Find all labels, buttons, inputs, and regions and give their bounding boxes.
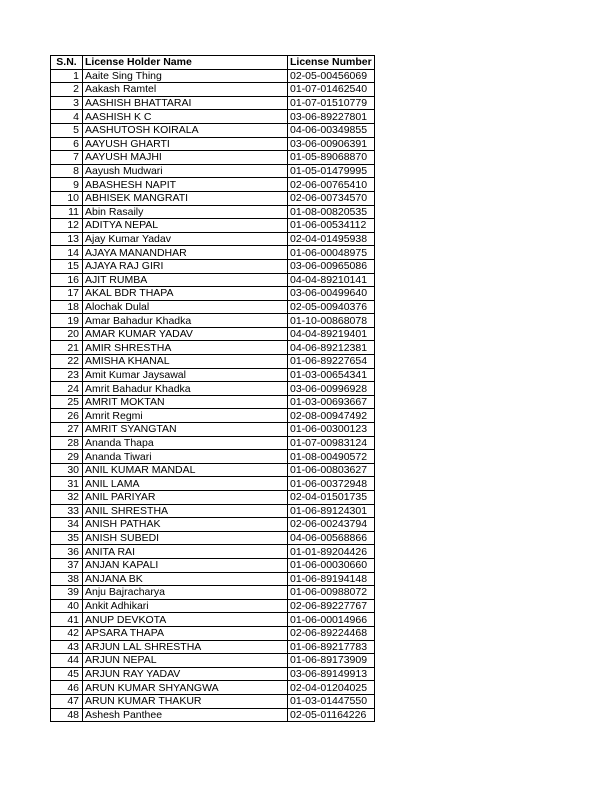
table-row (51, 545, 375, 559)
cell-name: ARUN KUMAR SHYANGWA (83, 681, 288, 695)
cell-sn: 41 (51, 613, 83, 627)
cell-name: Amit Kumar Jaysawal (83, 368, 288, 382)
table-row (51, 96, 375, 110)
table-row (51, 259, 375, 273)
cell-license: 02-04-01501735 (288, 491, 375, 505)
cell-sn: 24 (51, 382, 83, 396)
table-row (51, 355, 375, 369)
table-row (51, 599, 375, 613)
table-row (51, 232, 375, 246)
table-row (51, 191, 375, 205)
cell-license: 01-07-01462540 (288, 83, 375, 97)
cell-license: 03-06-00965086 (288, 259, 375, 273)
cell-name: ARJUN RAY YADAV (83, 667, 288, 681)
cell-name: AMRIT MOKTAN (83, 395, 288, 409)
cell-license: 03-06-00906391 (288, 137, 375, 151)
table-row (51, 423, 375, 437)
cell-name: AAYUSH MAJHI (83, 151, 288, 165)
cell-sn: 4 (51, 110, 83, 124)
cell-license: 01-01-89204426 (288, 545, 375, 559)
table-row (51, 531, 375, 545)
cell-license: 01-06-00300123 (288, 423, 375, 437)
cell-sn: 40 (51, 599, 83, 613)
cell-sn: 12 (51, 219, 83, 233)
cell-name: Aaite Sing Thing (83, 69, 288, 83)
cell-sn: 16 (51, 273, 83, 287)
table-row (51, 463, 375, 477)
table-row (51, 205, 375, 219)
table-row (51, 654, 375, 668)
cell-sn: 47 (51, 694, 83, 708)
cell-license: 01-10-00868078 (288, 314, 375, 328)
cell-name: APSARA THAPA (83, 626, 288, 640)
table-row (51, 572, 375, 586)
cell-name: AASHISH BHATTARAI (83, 96, 288, 110)
table-header-row (51, 56, 375, 70)
cell-license: 02-06-89227767 (288, 599, 375, 613)
cell-license: 01-06-00534112 (288, 219, 375, 233)
cell-license: 01-06-89124301 (288, 504, 375, 518)
cell-license: 03-06-89227801 (288, 110, 375, 124)
cell-license: 01-06-89217783 (288, 640, 375, 654)
table-row (51, 613, 375, 627)
table-row (51, 137, 375, 151)
table-row (51, 219, 375, 233)
table-row (51, 450, 375, 464)
table-row (51, 626, 375, 640)
cell-license: 01-06-89227654 (288, 355, 375, 369)
cell-sn: 42 (51, 626, 83, 640)
cell-sn: 1 (51, 69, 83, 83)
table-row (51, 518, 375, 532)
cell-name: ANJAN KAPALI (83, 558, 288, 572)
cell-license: 02-05-00940376 (288, 300, 375, 314)
cell-name: AAYUSH GHARTI (83, 137, 288, 151)
cell-sn: 48 (51, 708, 83, 722)
cell-license: 02-04-01495938 (288, 232, 375, 246)
table-row (51, 246, 375, 260)
cell-name: AKAL BDR THAPA (83, 287, 288, 301)
cell-name: ANIL PARIYAR (83, 491, 288, 505)
cell-name: ANISH SUBEDI (83, 531, 288, 545)
license-table (50, 55, 375, 722)
cell-license: 01-06-00014966 (288, 613, 375, 627)
cell-license: 04-06-00568866 (288, 531, 375, 545)
cell-license: 01-06-00803627 (288, 463, 375, 477)
cell-license: 04-06-00349855 (288, 123, 375, 137)
cell-name: ANISH PATHAK (83, 518, 288, 532)
table-row (51, 681, 375, 695)
cell-license: 01-06-00988072 (288, 586, 375, 600)
cell-name: ANJANA BK (83, 572, 288, 586)
table-row (51, 504, 375, 518)
table-row (51, 368, 375, 382)
cell-sn: 23 (51, 368, 83, 382)
cell-name: Aakash Ramtel (83, 83, 288, 97)
table-row (51, 314, 375, 328)
table-body (51, 69, 375, 722)
cell-sn: 25 (51, 395, 83, 409)
table-row (51, 123, 375, 137)
table-row (51, 287, 375, 301)
cell-license: 01-05-01479995 (288, 164, 375, 178)
cell-sn: 7 (51, 151, 83, 165)
cell-sn: 22 (51, 355, 83, 369)
cell-license: 01-06-00372948 (288, 477, 375, 491)
cell-sn: 18 (51, 300, 83, 314)
cell-name: AMAR KUMAR YADAV (83, 327, 288, 341)
cell-sn: 32 (51, 491, 83, 505)
cell-sn: 39 (51, 586, 83, 600)
cell-name: ANITA RAI (83, 545, 288, 559)
cell-name: Ananda Thapa (83, 436, 288, 450)
cell-name: Amrit Regmi (83, 409, 288, 423)
cell-name: Amrit Bahadur Khadka (83, 382, 288, 396)
cell-sn: 45 (51, 667, 83, 681)
table-row (51, 667, 375, 681)
cell-sn: 17 (51, 287, 83, 301)
cell-name: ANIL LAMA (83, 477, 288, 491)
table-row (51, 395, 375, 409)
cell-license: 01-08-00820535 (288, 205, 375, 219)
cell-license: 01-03-00693667 (288, 395, 375, 409)
cell-name: AASHUTOSH KOIRALA (83, 123, 288, 137)
cell-sn: 44 (51, 654, 83, 668)
cell-license: 01-06-89173909 (288, 654, 375, 668)
cell-sn: 26 (51, 409, 83, 423)
table-row (51, 558, 375, 572)
cell-license: 01-08-00490572 (288, 450, 375, 464)
cell-name: AJAYA MANANDHAR (83, 246, 288, 260)
cell-license: 01-05-89068870 (288, 151, 375, 165)
cell-license: 04-06-89212381 (288, 341, 375, 355)
cell-license: 03-06-89149913 (288, 667, 375, 681)
cell-sn: 2 (51, 83, 83, 97)
cell-name: Ajay Kumar Yadav (83, 232, 288, 246)
table-row (51, 382, 375, 396)
cell-sn: 3 (51, 96, 83, 110)
table-row (51, 327, 375, 341)
table-row (51, 164, 375, 178)
cell-name: Ankit Adhikari (83, 599, 288, 613)
cell-name: Aayush Mudwari (83, 164, 288, 178)
cell-license: 02-06-00765410 (288, 178, 375, 192)
cell-license: 01-06-89194148 (288, 572, 375, 586)
cell-license: 02-05-01164226 (288, 708, 375, 722)
cell-name: ANIL SHRESTHA (83, 504, 288, 518)
cell-sn: 34 (51, 518, 83, 532)
cell-license: 01-06-00030660 (288, 558, 375, 572)
table-row (51, 300, 375, 314)
cell-license: 02-06-89224468 (288, 626, 375, 640)
cell-name: AMRIT SYANGTAN (83, 423, 288, 437)
cell-name: AASHISH K C (83, 110, 288, 124)
cell-sn: 30 (51, 463, 83, 477)
cell-sn: 46 (51, 681, 83, 695)
table-row (51, 477, 375, 491)
cell-license: 03-06-00499640 (288, 287, 375, 301)
cell-name: AMIR SHRESTHA (83, 341, 288, 355)
cell-sn: 33 (51, 504, 83, 518)
cell-sn: 8 (51, 164, 83, 178)
cell-sn: 43 (51, 640, 83, 654)
cell-name: AJAYA RAJ GIRI (83, 259, 288, 273)
cell-name: ANUP DEVKOTA (83, 613, 288, 627)
cell-sn: 13 (51, 232, 83, 246)
cell-license: 01-06-00048975 (288, 246, 375, 260)
cell-license: 01-07-00983124 (288, 436, 375, 450)
cell-license: 03-06-00996928 (288, 382, 375, 396)
cell-sn: 28 (51, 436, 83, 450)
table-row (51, 409, 375, 423)
cell-sn: 21 (51, 341, 83, 355)
cell-name: ARUN KUMAR THAKUR (83, 694, 288, 708)
cell-license: 04-04-89219401 (288, 327, 375, 341)
header-name: License Holder Name (83, 56, 288, 70)
cell-sn: 36 (51, 545, 83, 559)
cell-license: 04-04-89210141 (288, 273, 375, 287)
cell-sn: 27 (51, 423, 83, 437)
cell-sn: 15 (51, 259, 83, 273)
table-row (51, 708, 375, 722)
table-row (51, 273, 375, 287)
cell-name: AJIT RUMBA (83, 273, 288, 287)
cell-sn: 5 (51, 123, 83, 137)
table-row (51, 341, 375, 355)
cell-sn: 31 (51, 477, 83, 491)
cell-sn: 20 (51, 327, 83, 341)
cell-name: ABASHESH NAPIT (83, 178, 288, 192)
cell-name: ANIL KUMAR MANDAL (83, 463, 288, 477)
cell-sn: 14 (51, 246, 83, 260)
cell-name: ABHISEK MANGRATI (83, 191, 288, 205)
cell-sn: 35 (51, 531, 83, 545)
cell-license: 02-05-00456069 (288, 69, 375, 83)
cell-name: AMISHA KHANAL (83, 355, 288, 369)
cell-sn: 10 (51, 191, 83, 205)
cell-sn: 6 (51, 137, 83, 151)
table-row (51, 694, 375, 708)
cell-license: 01-07-01510779 (288, 96, 375, 110)
header-license: License Number (288, 56, 375, 70)
table-row (51, 178, 375, 192)
cell-sn: 9 (51, 178, 83, 192)
table-row (51, 640, 375, 654)
cell-sn: 29 (51, 450, 83, 464)
cell-name: Abin Rasaily (83, 205, 288, 219)
cell-sn: 19 (51, 314, 83, 328)
header-sn: S.N. (51, 56, 83, 70)
cell-license: 02-08-00947492 (288, 409, 375, 423)
cell-license: 02-04-01204025 (288, 681, 375, 695)
table-row (51, 151, 375, 165)
cell-name: ADITYA NEPAL (83, 219, 288, 233)
cell-name: Alochak Dulal (83, 300, 288, 314)
cell-name: Amar Bahadur Khadka (83, 314, 288, 328)
table-row (51, 110, 375, 124)
cell-name: ARJUN NEPAL (83, 654, 288, 668)
table-row (51, 586, 375, 600)
cell-license: 01-03-00654341 (288, 368, 375, 382)
cell-license: 02-06-00243794 (288, 518, 375, 532)
cell-name: Ananda Tiwari (83, 450, 288, 464)
cell-license: 02-06-00734570 (288, 191, 375, 205)
table-row (51, 83, 375, 97)
table-row (51, 491, 375, 505)
cell-name: Anju Bajracharya (83, 586, 288, 600)
cell-name: ARJUN LAL SHRESTHA (83, 640, 288, 654)
cell-sn: 11 (51, 205, 83, 219)
cell-sn: 37 (51, 558, 83, 572)
cell-name: Ashesh Panthee (83, 708, 288, 722)
table-row (51, 436, 375, 450)
cell-license: 01-03-01447550 (288, 694, 375, 708)
table-row (51, 69, 375, 83)
cell-sn: 38 (51, 572, 83, 586)
